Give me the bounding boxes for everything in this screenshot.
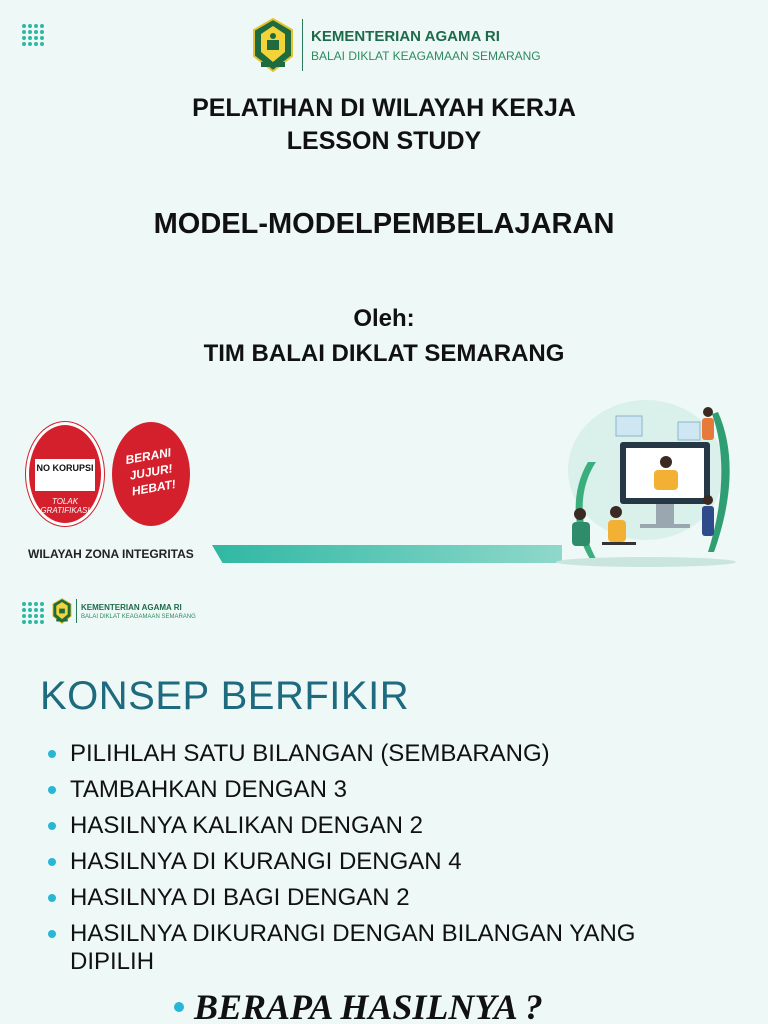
bullet-list [48,740,728,984]
no-korupsi-badge [26,422,104,526]
bullet-icon [48,822,56,830]
heading-line-2: LESSON STUDY [286,127,482,155]
berani-line-2: JUJUR! [128,461,174,483]
list-item-text: PILIHLAH SATU BILANGAN (SEMBARANG) [70,740,550,767]
question-label: BERAPA HASILNYA ? [194,987,543,1024]
berani-jujur-badge [112,422,190,526]
question-text [174,986,543,1024]
bullet-icon [48,930,56,938]
logo-subtitle: BALAI DIKLAT KEAGAMAAN SEMARANG [81,613,196,620]
badge-korupsi-top: NO KORUPSI [36,463,94,473]
list-item-text: TAMBAHKAN DENGAN 3 [70,776,347,803]
badge-korupsi-bottom: TOLAK GRATIFIKASI [40,497,90,515]
by-label: Oleh: [353,305,415,332]
bullet-icon [174,1002,184,1012]
bullet-icon [48,894,56,902]
list-item [48,776,728,804]
dots-grid-icon [22,24,44,46]
list-item [48,920,648,976]
kemenag-emblem-icon [52,598,72,624]
list-item-text: HASILNYA DI BAGI DENGAN 2 [70,884,410,911]
bullet-icon [48,750,56,758]
list-item [48,848,728,876]
slide-konsep-berfikir [0,588,768,1024]
topic-title: MODEL-MODELPEMBELAJARAN [153,208,615,240]
bullet-icon [48,858,56,866]
dots-grid-icon [22,602,44,624]
logo-subtitle: BALAI DIKLAT KEAGAMAAN SEMARANG [311,48,541,63]
logo-text [76,599,196,623]
by-name: TIM BALAI DIKLAT SEMARANG [203,340,565,367]
heading-line-1: PELATIHAN DI WILAYAH KERJA [192,94,576,122]
logo-title: KEMENTERIAN AGAMA RI [311,27,500,45]
list-item-text: HASILNYA DIKURANGI DENGAN BILANGAN YANG DIPILIH [70,920,636,975]
logo-text [302,19,541,71]
zona-integritas-label: WILAYAH ZONA INTEGRITAS [28,547,194,561]
logo-title: KEMENTERIAN AGAMA RI [81,602,182,612]
list-item-text: HASILNYA KALIKAN DENGAN 2 [70,812,424,839]
online-learning-illustration [536,392,756,572]
berani-line-3: HEBAT! [130,477,177,499]
bullet-icon [48,786,56,794]
list-item [48,740,728,768]
kemenag-logo [252,18,541,72]
list-item-text: HASILNYA DI KURANGI DENGAN 4 [70,848,462,875]
teal-stripe [212,545,562,563]
berani-line-1: BERANI [124,445,173,468]
list-item [48,812,728,840]
kemenag-emblem-icon [252,18,294,72]
list-item [48,884,728,912]
berani-text [114,443,187,502]
slide-title: KONSEP BERFIKIR [40,674,410,718]
kemenag-logo [52,598,196,624]
